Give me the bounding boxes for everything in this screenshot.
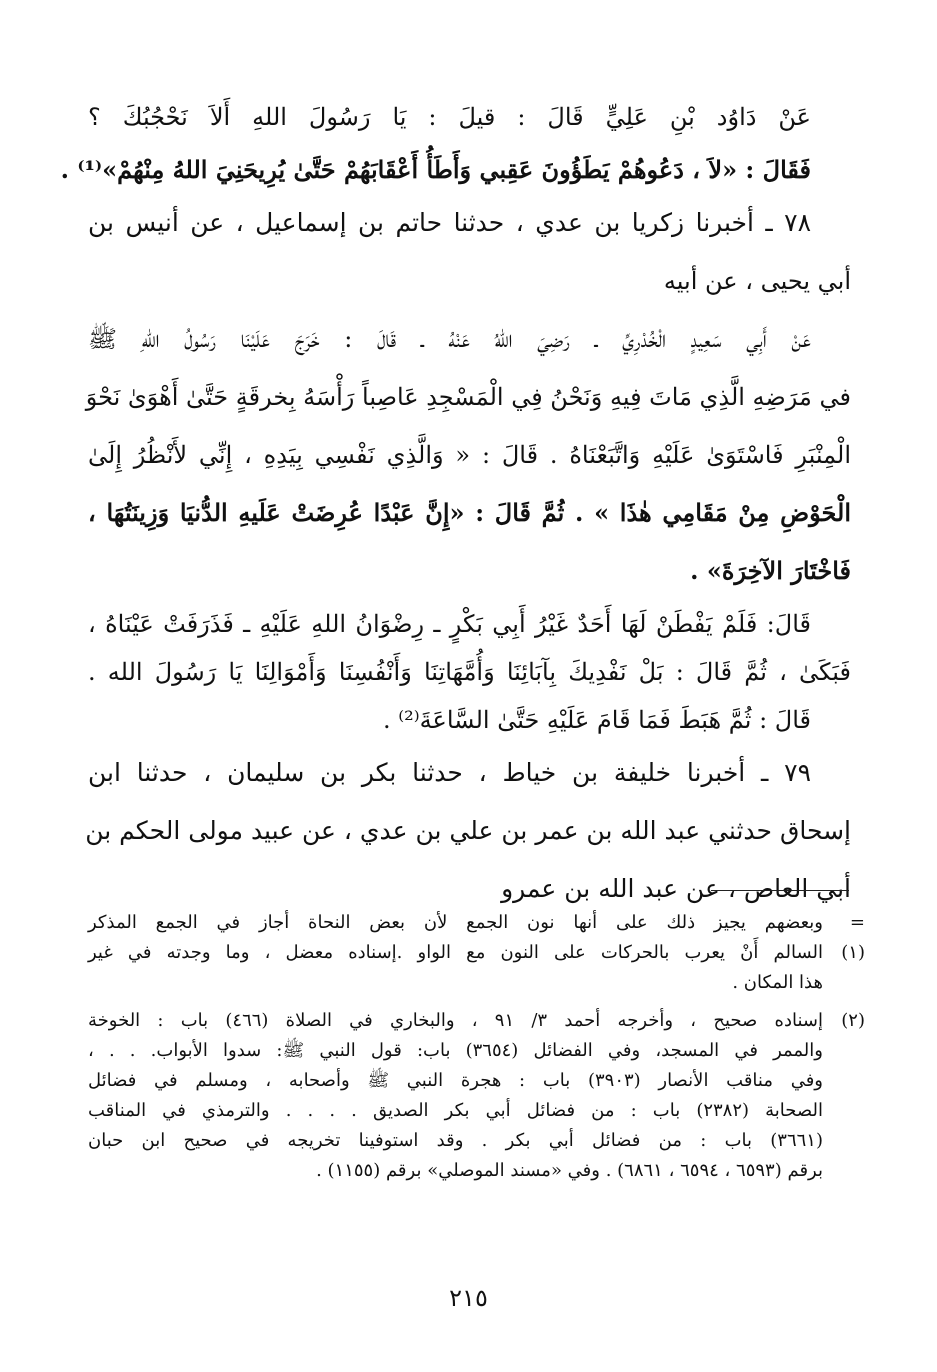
text-line: الْمِنْبَرِ فَاسْتَوَىٰ عَلَيْهِ وَاتَّبَعْنَاهُ . قَالَ : « وَالَّذِي نَفْسِي بِيَدِهِ ، إِنِّي لأَنْظُرُ إِلَىٰ <box>88 441 851 469</box>
footnote-text: الصحابة (٢٣٨٢) باب : من فضائل أبي بكر الصديق . . . . والترمذي في المناقب <box>88 1100 823 1121</box>
footnote-text: إسناده صحيح ، وأخرجه أحمد ٣/ ٩١ ، والبخاري في الصلاة (٤٦٦) باب : الخوخة <box>88 1010 823 1031</box>
footnote-text: وفي مناقب الأنصار (٣٩٠٣) باب : هجرة النبي ﷺ وأصحابه ، ومسلم في فضائل <box>88 1070 823 1091</box>
text-line: قَالَ: فَلَمْ يَفْطَنْ لَهَا أَحَدٌ غَيْرُ أَبِي بَكْرٍ ـ رِضْوَانُ اللهِ عَلَيْهِ ـ فَذَرَفَتْ عَيْنَاهُ ، <box>88 610 811 638</box>
text-line: الْحَوْضِ مِنْ مَقَامِي هٰذَا » . ثُمَّ قَالَ : «إِنَّ عَبْدًا عُرِضَتْ عَلَيهِ الدُّنيَا وَزِينَتُهَا ، <box>88 498 851 527</box>
text-line: عَنْ أَبِي سَعِيدٍ الْخُدْرِيِّ ـ رَضِيَ اللهُ عَنْهُ ـ قَالَ : خَرَجَ عَلَيْنَا رَسُولُ اللهِ ﷺ <box>88 325 811 353</box>
footnotes <box>88 908 865 1186</box>
main-text <box>60 88 851 918</box>
text-line: أبي يحيى ، عن أبيه <box>663 267 851 295</box>
text-line: عَنْ دَاوُد بْنِ عَلِيٍّ قَالَ : قيلَ : يَا رَسُولَ اللهِ أَلاَ نَحْجُبُكَ ؟ <box>88 103 811 131</box>
footnote-text: السالم أَنْ يعرب بالحركات على النون مع الواو .إسناده معضل ، وما وجدته في غير <box>88 942 823 963</box>
text-line: فَاخْتَارَ الآخِرَةَ» . <box>690 556 851 585</box>
footnote-text: والممر في المسجد، وفي الفضائل (٣٦٥٤) باب: قول النبي ﷺ: سدوا الأبواب. . . ، <box>88 1040 823 1061</box>
text-line: أبي العاص ، عن عبد الله بن عمرو <box>501 874 851 903</box>
footnote-line <box>88 968 865 998</box>
page-number: ٢١٥ <box>449 1284 488 1312</box>
text-line: فَبَكَىٰ ، ثُمَّ قَالَ : بَلْ نَفْدِيكَ بِآبَائِنَا وَأُمَّهَاتِنَا وَأَنْفُسِنَا وَأَمْوَالِنَا يَا رَسُولَ الله . <box>88 658 851 686</box>
footnote-text: (٣٦٦١) باب : من فضائل أبي بكر . وقد استوفينا تخريجه في صحيح ابن حبان <box>88 1130 823 1151</box>
hadith-78-chain: ٧٨ ـ أخبرنا زكريا بن عدي ، حدثنا حاتم بن إسماعيل ، عن أنيس بن <box>88 208 811 237</box>
footnote-text: وبعضهم يجيز ذلك على أنها نون الجمع لأن بعض النحاة أجاز في الجمع المذكر <box>88 912 823 933</box>
text-line: قَالَ : ثُمَّ هَبَطَ فَمَا قَامَ عَلَيْهِ حَتَّىٰ السَّاعَةَ⁽²⁾ . <box>383 706 811 734</box>
hadith-79-chain: ٧٩ ـ أخبرنا خليفة بن خياط ، حدثنا بكر بن سليمان ، حدثنا ابن <box>88 758 811 787</box>
footnote-line <box>88 1126 865 1156</box>
footnote-text: برقم (٦٥٩٣ ، ٦٥٩٤ ، ٦٨٦١) . وفي «مسند الموصلي» برقم (١١٥٥) . <box>316 1160 823 1181</box>
footnote-line <box>88 1096 865 1126</box>
footnote-marker-2: (٢) <box>841 1010 865 1031</box>
footnote-marker-1: (١) <box>841 942 865 963</box>
footnote-line <box>88 1036 865 1066</box>
footnote-line <box>88 908 865 938</box>
footnote-text: هذا المكان . <box>732 972 823 993</box>
text-line: في مَرَضِهِ الَّذِي مَاتَ فِيهِ وَنَحْنُ فِي الْمَسْجِدِ عَاصِباً رَأْسَهُ بِخرقَةٍ حَتَّىٰ أَهْوَىٰ نَحْوَ <box>85 383 851 411</box>
footnote-line <box>88 938 865 968</box>
footnote-separator <box>711 890 849 891</box>
text-line: فَقَالَ : «لاَ ، دَعُوهُمْ يَطَؤُونَ عَقِبي وَأَطَأُ أَعْقَابَهُمْ حَتَّىٰ يُرِيحَنِيَ اللهُ مِنْهُمْ»⁽¹⁾ . <box>60 155 811 184</box>
footnote-line <box>88 1006 865 1036</box>
footnote-line <box>88 1156 865 1186</box>
footnote-line <box>88 1066 865 1096</box>
continuation-mark: = <box>849 912 865 933</box>
text-line: إسحاق حدثني عبد الله بن عمر بن علي بن عدي ، عن عبيد مولى الحكم بن <box>85 816 851 845</box>
